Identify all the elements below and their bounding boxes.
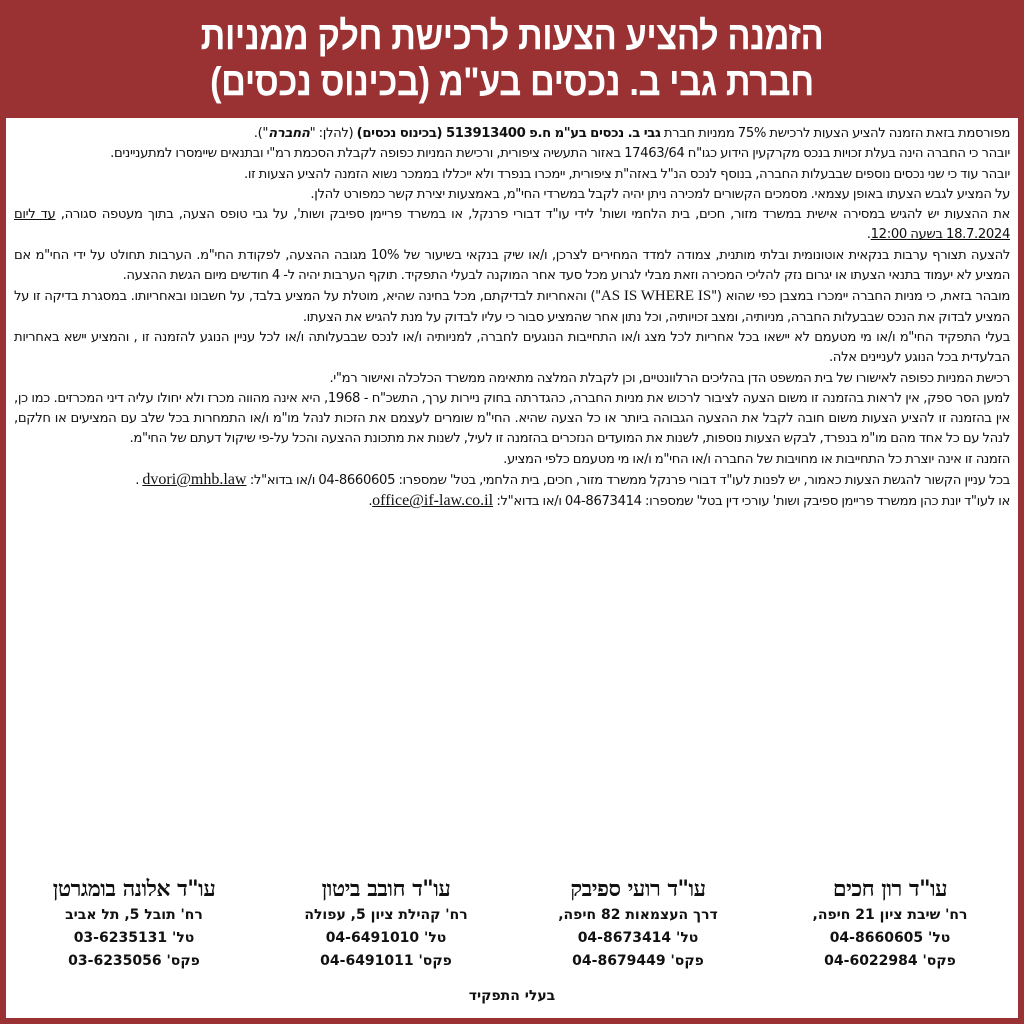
paragraph-contact-1: בכל עניין הקשור להגשת הצעות כאמור, יש לפנות לעו"ד דבורי פרנקל ממשרד מזור, חכים, בית הלחמי, בטל' שמספרו: 04-8660605 ו/או בדוא"ל: dvori@mhb.law .	[135, 471, 1010, 489]
email-link-office[interactable]: office@if-law.co.il	[372, 492, 494, 510]
paragraph-liability: בעלי התפקיד החי"מ ו/או מי מטעמם לא יישאו בכל אחריות לכל מצג ו/או התחייבות הנוגעים לחברה, למניותיה ו/או לנכס שבבעלותה ו/או לכל עניין הנוגע להזמנה זו , והמציע יישא באחריות הבלעדית בכל הנוגע לעניינים אלה.	[14, 329, 1010, 366]
paragraph-no-obligation: הזמנה זו אינה יוצרת כל התחייבות או מחויבות של החברה ו/או החי"מ ו/או מי מטעמם כלפי המציע.	[503, 451, 1010, 467]
email-link-dvori[interactable]: dvori@mhb.law	[142, 471, 247, 489]
role-label: בעלי התפקיד	[468, 988, 556, 1004]
paragraph-as-is: מובהר בזאת, כי מניות החברה יימכרו במצבן כפי שהוא ("AS IS WHERE IS") והאחריות לבדיקתם, מכל בחינה שהיא, מוטלת על המציע בלבד, על חשבונו ובאחריותו. במסגרת בדיקה זו על המציע לבדוק את הנכס שבבעלות החברה, מניותיה, ומצב זכויותיה, וכל נתון אחר שהמציע סבור כי עליו לבדוק על מנת להגיש את הצעתו.	[14, 288, 1011, 325]
defined-term: החברה	[268, 126, 310, 141]
notice-body	[14, 124, 1010, 513]
notice-title-line-1: הזמנה להציע הצעות לרכישת חלק ממניות	[200, 14, 824, 58]
signatory-ron-hakim: עו"ד רון חכים רח' שיבת ציון 21 חיפה, טל' 04-8660605 פקס' 04-6022984	[812, 876, 968, 969]
notice-title-line-2: חברת גבי ב. נכסים בע"מ (בכינוס נכסים)	[210, 60, 814, 104]
paragraph-guarantee: להצעה תצורף ערבות בנקאית אוטונומית ובלתי מותנית, צמודה למדד המחירים לצרכן, ו/או שיק בנקאי בשיעור של 10% מגובה ההצעה, לפקודת החי"מ. הערבות תחולט על ידי החי"מ אם המציע לא יעמוד בתנאי הצעתו או יגרום נזק להליכי המכירה וזאת מבלי לגרוע מכל סעד אחר המוקנה לבעלי התפקיד. תוקף הערבות יהיה ל- 4 חודשים מיום הגשת ההצעה.	[14, 247, 1010, 284]
signatory-hovav-biton: עו"ד חובב ביטון רח' קהילת ציון 5, עפולה טל' 04-6491010 פקס' 04-6491011	[304, 876, 468, 969]
signatory-roi-spivak: עו"ד רועי ספיבק דרך העצמאות 82 חיפה, טל' 04-8673414 פקס' 04-8679449	[558, 876, 718, 969]
paragraph-disclaimer: למען הסר ספק, אין לראות בהזמנה זו משום הצעה לציבור לרכוש את מניות החברה, כהגדרתה בחוק ניירות ערך, התשכ"ח - 1968, היא אינה מהווה מכרז ולא יחולו עליה דיני המכרזים. כמו כן, אין בהזמנה זו להציע הצעות משום חובה לקבל את ההצעה הגבוהה ביותר או כל הצעה שהיא. החי"מ שומרים לעצמם את הזכות לנהל מו"מ ו/או התמחרות בכל שלב עם המציעים או חלקם, לנהל עם כל אחד מהם מו"מ בנפרד, לבקש הצעות נוספות, לשנות את המועדים הנזכרים בהזמנה זו לעיל, לשנות את מתכונת ההצעה והכל על-פי שיקול דעתם של החי"מ.	[14, 390, 1010, 447]
signatories-block	[14, 874, 1010, 984]
paragraph-intro: מפורסמת בזאת הזמנה להציע הצעות לרכישת 75% ממניות חברת גבי ב. נכסים בע"מ ח.פ 513913400 (בכינוס נכסים) (להלן: "החברה").	[253, 126, 1010, 141]
header-banner	[0, 0, 1024, 118]
paragraph-independent-offer: על המציע לגבש הצעתו באופן עצמאי. מסמכים הקשורים למכירה ניתן יהיה לקבל במשרדי החי"מ, באמצעות יצירת קשר כמפורט להלן.	[310, 186, 1010, 202]
paragraph-contact-2: או לעו"ד יונת כהן ממשרד פריימן ספיבק ושות' עורכי דין בטל' שמספרו: 04-8673414 ו/או בדוא"ל: office@if-law.co.il.	[368, 492, 1010, 510]
paragraph-additional-assets: יובהר עוד כי שני נכסים נוספים שבבעלות החברה, בנוסף לנכס הנ"ל באזה"ת ציפורית, יימכרו בנפרד ולא ייכללו בממכר נשוא הזמנה להציע הצעות זו.	[244, 166, 1010, 182]
paragraph-court-approval: רכישת המניות כפופה לאישורו של בית המשפט הדן בהליכים הרלוונטיים, וכן לקבלת המלצה מתאימה ממשרד הכלכלה ואישור רמ"י.	[329, 370, 1010, 386]
paragraph-property: יובהר כי החברה הינה בעלת זכויות בנכס מקרקעין הידוע כגו"ח 17463/64 באזור התעשיה ציפורית, ורכישת המניות כפופה לקבלת הסכמת רמ"י ובתנאים שיימסרו למתעניינים.	[110, 146, 1010, 162]
signatory-alona-baumgarten: עו"ד אלונה בומגרטן רח' תובל 5, תל אביב טל' 03-6235131 פקס' 03-6235056	[52, 876, 216, 969]
paragraph-submission: את ההצעות יש להגיש במסירה אישית במשרד מזור, חכים, בית הלחמי ושות' לידי עו"ד דבורי פרנקל, או במשרד פריימן ספיבק ושות', על גבי טופס הצעה, בתוך מעטפה סגורה, עד ליום 18.7.2024 בשעה 12:00.	[14, 207, 1010, 243]
company-name: גבי ב. נכסים בע"מ ח.פ 513913400 (בכינוס נכסים)	[356, 126, 661, 141]
submission-deadline: עד ליום 18.7.2024 בשעה 12:00	[14, 207, 1010, 243]
